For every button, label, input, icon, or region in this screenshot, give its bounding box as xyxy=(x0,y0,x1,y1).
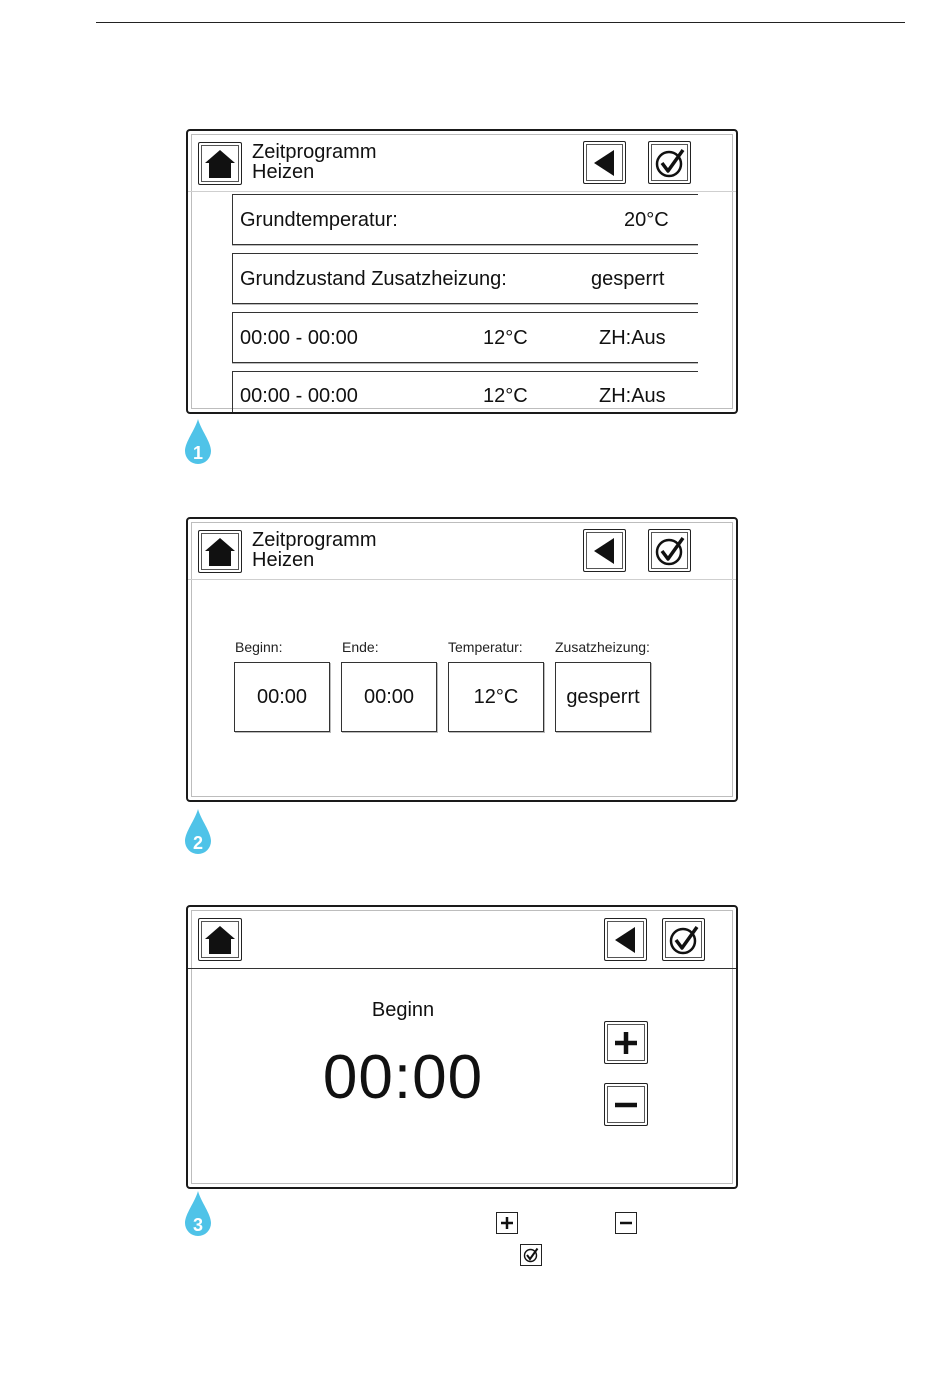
list-row-aux-heating-state[interactable] xyxy=(232,253,698,304)
home-icon xyxy=(203,148,237,180)
screen-1-schedule-list xyxy=(186,129,738,414)
svg-text:2: 2 xyxy=(192,833,204,853)
list-row-base-temperature[interactable] xyxy=(232,194,698,245)
field-label-end: Ende: xyxy=(342,639,379,655)
step-marker-1 xyxy=(183,418,213,466)
inline-plus-icon xyxy=(496,1212,518,1234)
step-marker-3 xyxy=(183,1190,213,1238)
decrease-button[interactable] xyxy=(604,1083,648,1126)
home-icon xyxy=(203,924,237,956)
row-time: 00:00 - 00:00 xyxy=(240,385,358,407)
increase-button[interactable] xyxy=(604,1021,648,1064)
inline-minus-icon xyxy=(615,1212,637,1234)
screen-header xyxy=(188,519,736,580)
page-top-rule xyxy=(96,22,905,23)
home-button[interactable] xyxy=(198,530,242,573)
field-end[interactable]: 00:00 xyxy=(341,662,437,732)
checkmark-icon xyxy=(654,147,686,179)
field-label-begin: Beginn: xyxy=(235,639,283,655)
field-label-aux-heating: Zusatzheizung: xyxy=(555,639,650,655)
back-arrow-icon xyxy=(589,147,621,179)
screen-3-value-editor xyxy=(186,905,738,1189)
back-button[interactable] xyxy=(583,529,626,572)
row-value: gesperrt xyxy=(591,268,665,290)
confirm-button[interactable] xyxy=(662,918,705,961)
plus-icon xyxy=(612,1029,640,1057)
back-arrow-icon xyxy=(610,924,642,956)
minus-icon xyxy=(612,1091,640,1119)
field-temperature[interactable]: 12°C xyxy=(448,662,544,732)
row-time: 00:00 - 00:00 xyxy=(240,327,358,349)
screen-header xyxy=(188,907,736,969)
row-temp: 12°C xyxy=(483,385,528,407)
home-icon xyxy=(203,536,237,568)
page-title: Zeitprogramm Heizen xyxy=(252,141,377,183)
field-label-temperature: Temperatur: xyxy=(448,639,523,655)
checkmark-icon xyxy=(654,535,686,567)
back-button[interactable] xyxy=(583,141,626,184)
back-button[interactable] xyxy=(604,918,647,961)
list-row-time-slot[interactable] xyxy=(232,371,698,414)
value-label: Beginn xyxy=(371,999,435,1021)
confirm-button[interactable] xyxy=(648,141,691,184)
row-zh: ZH:Aus xyxy=(599,327,666,349)
inline-checkmark-icon xyxy=(520,1244,542,1266)
checkmark-icon xyxy=(668,924,700,956)
row-label: Grundzustand Zusatzheizung: xyxy=(240,268,507,290)
list-row-time-slot[interactable] xyxy=(232,312,698,363)
confirm-button[interactable] xyxy=(648,529,691,572)
row-label: Grundtemperatur: xyxy=(240,209,398,231)
screen-header xyxy=(188,131,736,192)
home-button[interactable] xyxy=(198,142,242,185)
field-begin[interactable]: 00:00 xyxy=(234,662,330,732)
back-arrow-icon xyxy=(589,535,621,567)
value-display: 00:00 xyxy=(322,1043,484,1112)
step-marker-2 xyxy=(183,808,213,856)
svg-text:1: 1 xyxy=(192,443,204,463)
field-aux-heating[interactable]: gesperrt xyxy=(555,662,651,732)
row-temp: 12°C xyxy=(483,327,528,349)
screen-2-slot-editor xyxy=(186,517,738,802)
home-button[interactable] xyxy=(198,918,242,961)
page-title: Zeitprogramm Heizen xyxy=(252,529,377,571)
row-value: 20°C xyxy=(624,209,669,231)
svg-text:3: 3 xyxy=(192,1215,204,1235)
row-zh: ZH:Aus xyxy=(599,385,666,407)
